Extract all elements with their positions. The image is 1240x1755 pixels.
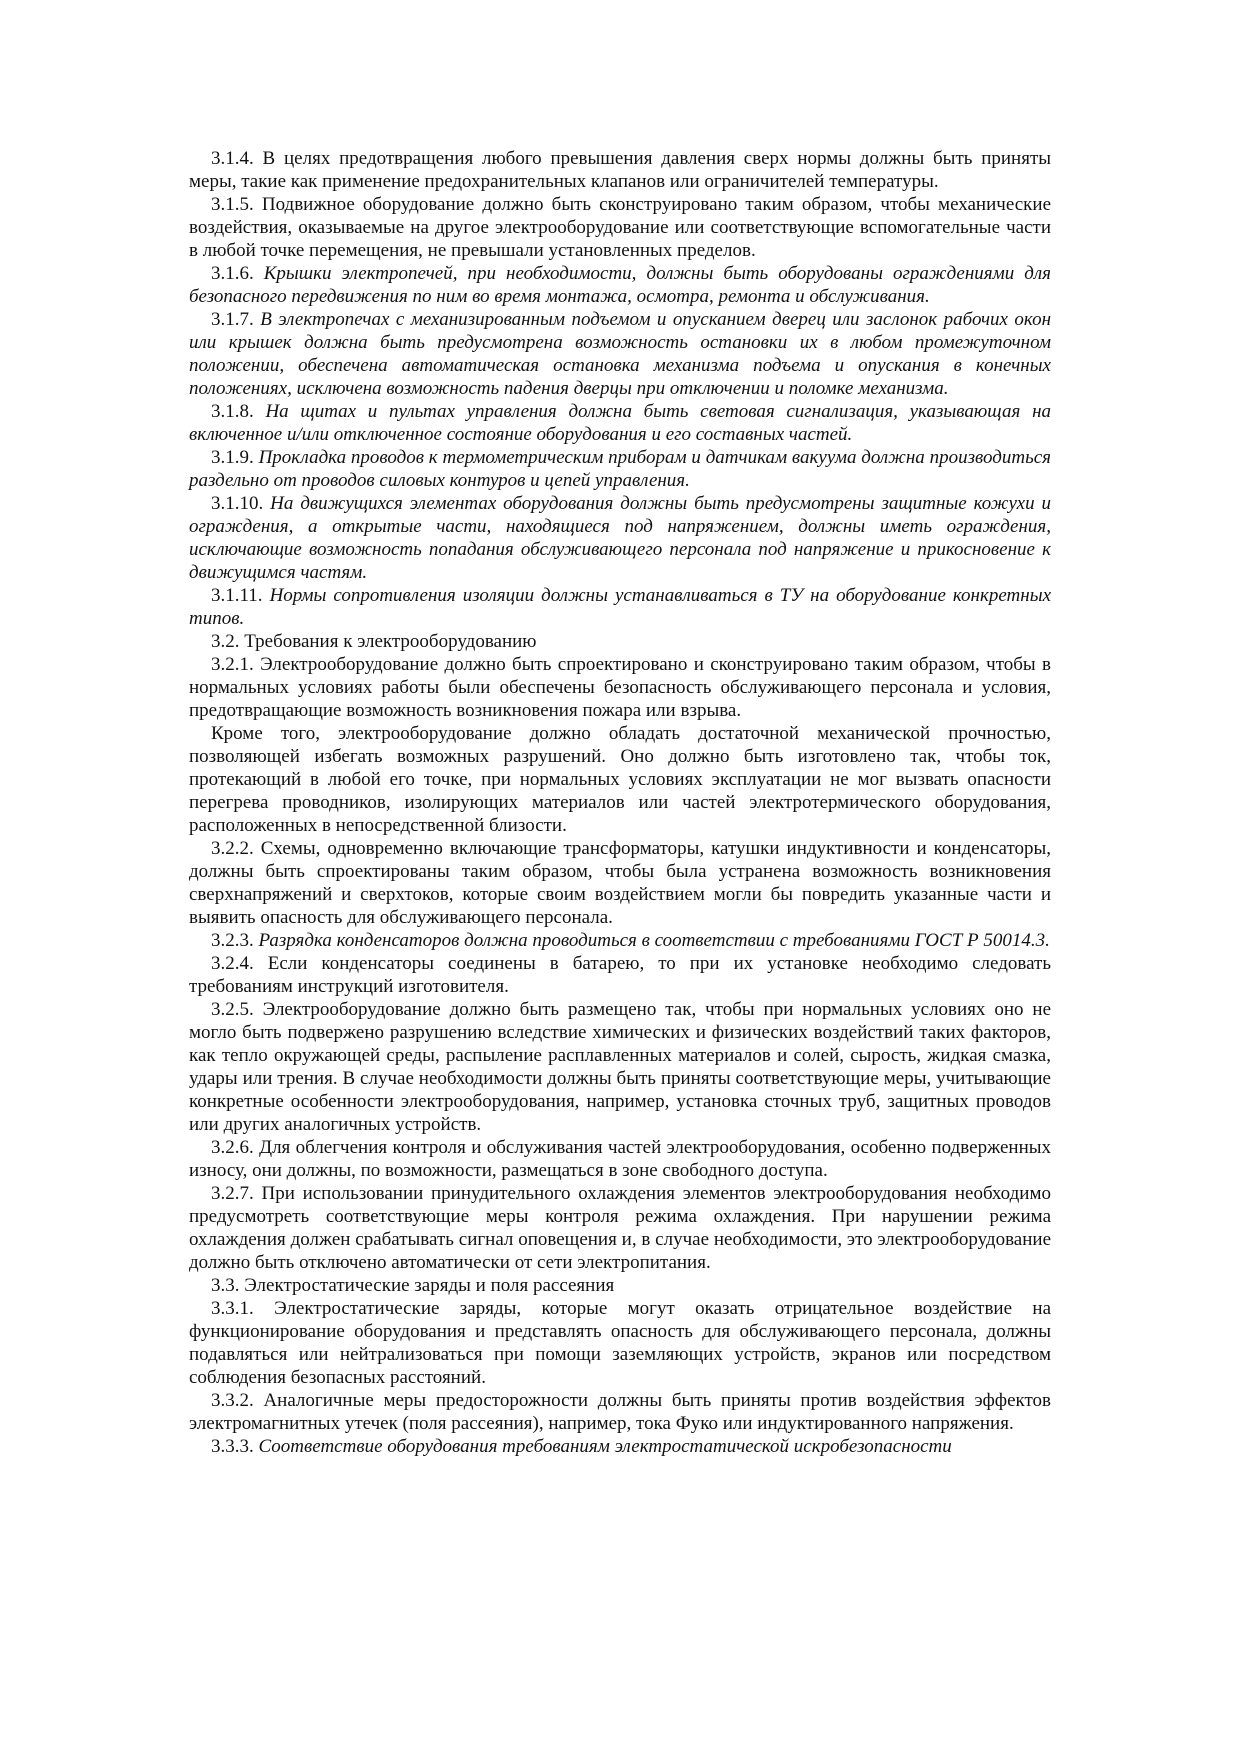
paragraph-3-2-1-continued [189, 722, 1051, 837]
paragraph-number: 3.2.4. [211, 953, 254, 974]
paragraph-text: Разрядка конденсаторов должна проводиться в соответствии с требованиями ГОСТ Р 50014.3. [258, 930, 1050, 951]
paragraph-text: Крышки электропечей, при необходимости, должны быть оборудованы ограждениями для безопасного передвижения по ним во время монтажа, осмотра, ремонта и обслуживания. [189, 263, 1051, 307]
paragraph-3-1-6 [189, 262, 1051, 308]
document-page [189, 147, 1051, 1458]
paragraph-number: 3.3.1. [211, 1298, 254, 1319]
paragraph-3-1-9 [189, 446, 1051, 492]
paragraph-3-1-5 [189, 193, 1051, 262]
paragraph-3-2-5 [189, 998, 1051, 1136]
paragraph-text: Прокладка проводов к термометрическим приборам и датчикам вакуума должна производиться раздельно от проводов силовых контуров и цепей управления. [189, 447, 1051, 491]
paragraph-text: Требования к электрооборудованию [244, 631, 537, 652]
paragraph-text: Если конденсаторы соединены в батарею, то при их установке необходимо следовать требованиям инструкций изготовителя. [189, 953, 1051, 997]
paragraph-number: 3.3.2. [211, 1390, 254, 1411]
paragraph-text: В целях предотвращения любого превышения давления сверх нормы должны быть приняты меры, такие как применение предохранительных клапанов или ограничителей температуры. [189, 148, 1052, 192]
paragraph-number: 3.1.10. [211, 493, 264, 514]
paragraph-number: 3.1.4. [211, 148, 254, 169]
paragraph-number: 3.1.9. [211, 447, 254, 468]
paragraph-3-3-1 [189, 1297, 1051, 1389]
paragraph-number: 3.2.7. [211, 1183, 254, 1204]
paragraph-3-1-11 [189, 584, 1051, 630]
paragraph-text: Схемы, одновременно включающие трансформаторы, катушки индуктивности и конденсаторы, должны быть спроектированы таким образом, чтобы была устранена возможность возникновения сверхнапряжений и сверхтоков, которые своим воздействием могли бы повредить указанные части и выявить опасность для обслуживающего персонала. [189, 838, 1052, 928]
paragraph-3-2-6 [189, 1136, 1051, 1182]
paragraph-number: 3.3.3. [211, 1436, 254, 1457]
paragraph-number: 3.2.3. [211, 930, 254, 951]
paragraph-number: 3.2. [211, 631, 240, 652]
paragraph-number: 3.1.8. [211, 401, 254, 422]
paragraph-text: Кроме того, электрооборудование должно обладать достаточной механической прочностью, позволяющей избегать возможных разрушений. Оно должно быть изготовлено так, чтобы ток, протекающий в любой его точке, при нормальных условиях эксплуатации не мог вызвать опасности перегрева проводников, изолирующих материалов или частей электротермического оборудования, расположенных в непосредственной близости. [189, 723, 1051, 836]
paragraph-3-2-1 [189, 653, 1051, 722]
paragraph-3-3-2 [189, 1389, 1051, 1435]
paragraph-3-3-3 [189, 1435, 1051, 1458]
paragraph-text: На движущихся элементах оборудования должны быть предусмотрены защитные кожухи и ограждения, а открытые части, находящиеся под напряжением, должны иметь ограждения, исключающие возможность попадания обслуживающего персонала под напряжение и прикосновение к движущимся частям. [189, 493, 1051, 583]
paragraph-text: Соответствие оборудования требованиям электростатической искробезопасности [258, 1436, 952, 1457]
paragraph-text: Электростатические заряды, которые могут оказать отрицательное воздействие на функционирование оборудования и представлять опасность для обслуживающего персонала, должны подавляться или нейтрализоваться при помощи заземляющих устройств, экранов или посредством соблюдения безопасных расстояний. [189, 1298, 1051, 1388]
paragraph-3-1-7 [189, 308, 1051, 400]
paragraph-3-1-10 [189, 492, 1051, 584]
paragraph-number: 3.2.6. [211, 1137, 254, 1158]
paragraph-number: 3.2.1. [211, 654, 254, 675]
paragraph-number: 3.1.11. [211, 585, 263, 606]
paragraph-3-2-3 [189, 929, 1051, 952]
paragraph-text: При использовании принудительного охлаждения элементов электрооборудования необходимо предусмотреть соответствующие меры контроля режима охлаждения. При нарушении режима охлаждения должен срабатывать сигнал оповещения и, в случае необходимости, это электрооборудование должно быть отключено автоматически от сети электропитания. [189, 1183, 1051, 1273]
paragraph-text: Электростатические заряды и поля рассеяния [244, 1275, 615, 1296]
section-heading-3-2 [189, 630, 1051, 653]
paragraph-number: 3.1.5. [211, 194, 254, 215]
paragraph-3-1-8 [189, 400, 1051, 446]
paragraph-text: Для облегчения контроля и обслуживания частей электрооборудования, особенно подверженных износу, они должны, по возможности, размещаться в зоне свободного доступа. [189, 1137, 1052, 1181]
paragraph-number: 3.3. [211, 1275, 240, 1296]
paragraph-3-2-7 [189, 1182, 1051, 1274]
paragraph-text: Электрооборудование должно быть спроектировано и сконструировано таким образом, чтобы в нормальных условиях работы были обеспечены безопасность обслуживающего персонала и условия, предотвращающие возможность возникновения пожара или взрыва. [189, 654, 1052, 721]
paragraph-number: 3.1.6. [211, 263, 254, 284]
paragraph-text: Электрооборудование должно быть размещено так, чтобы при нормальных условиях оно не могло быть подвержено разрушению вследствие химических и физических воздействий таких факторов, как тепло окружающей среды, распыление расплавленных материалов и солей, сырость, жидкая смазка, удары или трения. В случае необходимости должны быть приняты соответствующие меры, учитывающие конкретные особенности электрооборудования, например, установка сточных труб, защитных проводов или других аналогичных устройств. [189, 999, 1052, 1135]
paragraph-3-1-4 [189, 147, 1051, 193]
paragraph-3-2-2 [189, 837, 1051, 929]
paragraph-number: 3.2.2. [211, 838, 254, 859]
paragraph-text: В электропечах с механизированным подъемом и опусканием дверец или заслонок рабочих окон или крышек должна быть предусмотрена возможность остановки их в любом промежуточном положении, обеспечена автоматическая остановка механизма подъема и опускания в конечных положениях, исключена возможность падения дверцы при отключении и поломке механизма. [189, 309, 1051, 399]
paragraph-text: Подвижное оборудование должно быть сконструировано таким образом, чтобы механические воздействия, оказываемые на другое электрооборудование или соответствующие вспомогательные части в любой точке перемещения, не превышали установленных пределов. [189, 194, 1051, 261]
paragraph-text: На щитах и пультах управления должна быть световая сигнализация, указывающая на включенное и/или отключенное состояние оборудования и его составных частей. [189, 401, 1051, 445]
paragraph-number: 3.2.5. [211, 999, 254, 1020]
paragraph-text: Нормы сопротивления изоляции должны устанавливаться в ТУ на оборудование конкретных типов. [189, 585, 1052, 629]
section-heading-3-3 [189, 1274, 1051, 1297]
paragraph-number: 3.1.7. [211, 309, 254, 330]
paragraph-text: Аналогичные меры предосторожности должны быть приняты против воздействия эффектов электромагнитных утечек (поля рассеяния), например, тока Фуко или индуктированного напряжения. [189, 1390, 1052, 1434]
paragraph-3-2-4 [189, 952, 1051, 998]
